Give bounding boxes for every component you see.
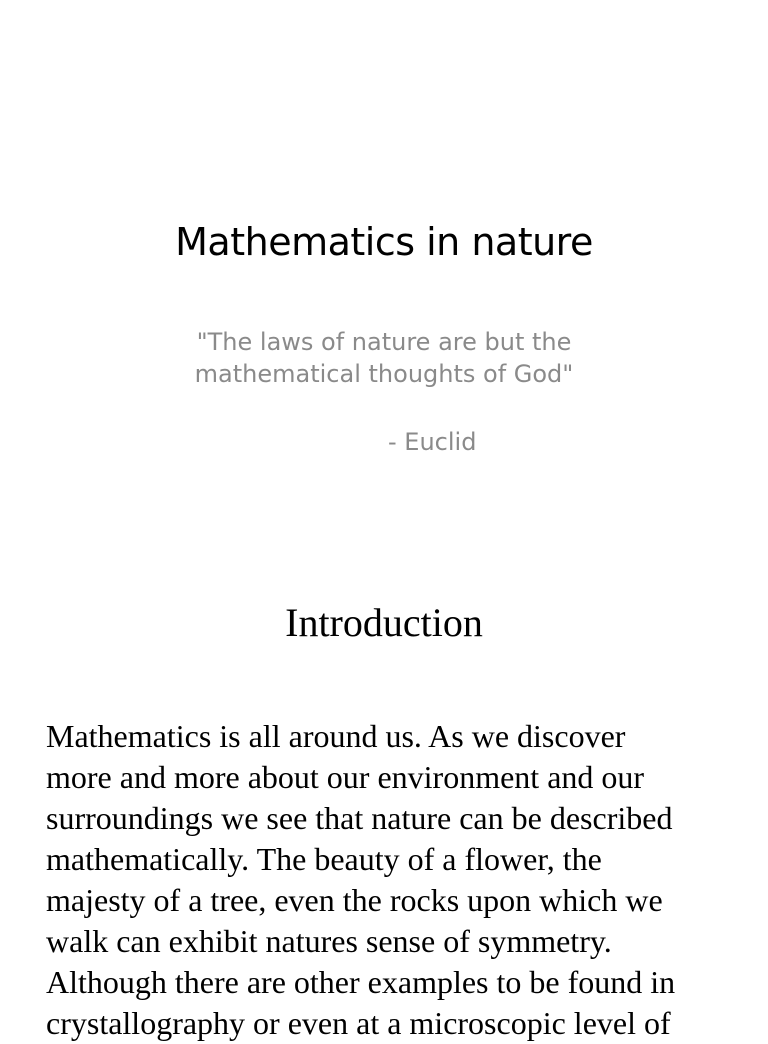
paragraph-line: walk can exhibit natures sense of symmetry. — [46, 923, 612, 959]
paragraph-line: surroundings we see that nature can be described — [46, 800, 673, 836]
paragraph-line: Although there are other examples to be found in — [46, 964, 676, 1000]
section-heading-introduction: Introduction — [285, 600, 483, 645]
quote-line: "The laws of nature are but the — [196, 328, 572, 356]
paragraph-line: mathematically. The beauty of a flower, the — [46, 841, 602, 877]
quote-attribution: - Euclid — [388, 428, 477, 456]
quote — [0, 326, 768, 390]
introduction-paragraph — [46, 716, 746, 1044]
paragraph-line: more and more about our environment and our — [46, 759, 645, 795]
paragraph-line: majesty of a tree, even the rocks upon which we — [46, 882, 663, 918]
paragraph-line: Mathematics is all around us. As we discover — [46, 718, 626, 754]
paragraph-line: crystallography or even at a microscopic level of — [46, 1005, 671, 1041]
quote-line: mathematical thoughts of God" — [194, 360, 574, 388]
slide-title: Mathematics in nature — [175, 220, 593, 264]
